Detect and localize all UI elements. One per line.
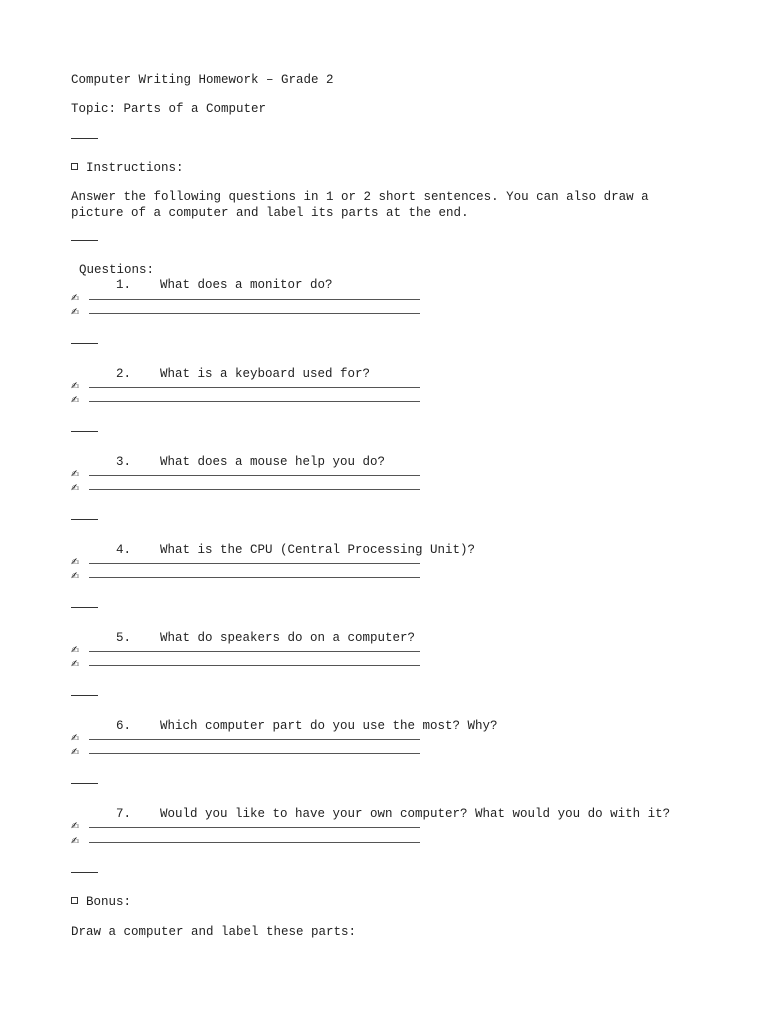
bonus-text: Draw a computer and label these parts: bbox=[71, 925, 357, 939]
answer-line[interactable] bbox=[89, 665, 420, 666]
answer-line[interactable] bbox=[89, 313, 420, 314]
separator bbox=[71, 138, 98, 139]
answer-row bbox=[71, 469, 431, 483]
answer-line[interactable] bbox=[89, 842, 420, 843]
separator bbox=[71, 607, 98, 608]
question-1 bbox=[116, 277, 333, 293]
question-text: What does a mouse help you do? bbox=[160, 455, 386, 469]
writing-hand-icon: ✍ bbox=[71, 836, 80, 847]
bullet-icon bbox=[71, 163, 78, 170]
question-3 bbox=[116, 454, 385, 470]
separator bbox=[71, 519, 98, 520]
answer-row bbox=[71, 733, 431, 747]
writing-hand-icon: ✍ bbox=[71, 381, 80, 392]
answer-row bbox=[71, 645, 431, 659]
question-number: 7. bbox=[116, 807, 132, 821]
instructions-line-2: picture of a computer and label its parts at the end. bbox=[71, 206, 469, 220]
separator bbox=[71, 240, 98, 241]
answer-line[interactable] bbox=[89, 475, 420, 476]
writing-hand-icon: ✍ bbox=[71, 571, 80, 582]
question-text: Would you like to have your own computer? What would you do with it? bbox=[160, 807, 671, 821]
question-5 bbox=[116, 630, 415, 646]
question-text: What does a monitor do? bbox=[160, 278, 333, 292]
writing-hand-icon: ✍ bbox=[71, 293, 80, 304]
answer-row bbox=[71, 395, 431, 409]
answer-line[interactable] bbox=[89, 753, 420, 754]
writing-hand-icon: ✍ bbox=[71, 733, 80, 744]
answer-line[interactable] bbox=[89, 387, 420, 388]
answer-row bbox=[71, 747, 431, 761]
question-number: 1. bbox=[116, 278, 132, 292]
answer-row bbox=[71, 659, 431, 673]
separator bbox=[71, 431, 98, 432]
answer-row bbox=[71, 557, 431, 571]
question-number: 2. bbox=[116, 367, 132, 381]
answer-row bbox=[71, 293, 431, 307]
answer-row bbox=[71, 483, 431, 497]
answer-line[interactable] bbox=[89, 739, 420, 740]
question-6 bbox=[116, 718, 498, 734]
writing-hand-icon: ✍ bbox=[71, 645, 80, 656]
question-7 bbox=[116, 806, 670, 822]
answer-line[interactable] bbox=[89, 489, 420, 490]
answer-line[interactable] bbox=[89, 401, 420, 402]
writing-hand-icon: ✍ bbox=[71, 557, 80, 568]
question-text: What do speakers do on a computer? bbox=[160, 631, 416, 645]
question-4 bbox=[116, 542, 475, 558]
topic-line: Topic: Parts of a Computer bbox=[71, 102, 267, 116]
question-number: 6. bbox=[116, 719, 132, 733]
bonus-heading-row bbox=[71, 894, 131, 910]
document-title: Computer Writing Homework – Grade 2 bbox=[71, 73, 334, 87]
writing-hand-icon: ✍ bbox=[71, 395, 80, 406]
bullet-icon bbox=[71, 897, 78, 904]
question-number: 5. bbox=[116, 631, 132, 645]
answer-line[interactable] bbox=[89, 299, 420, 300]
answer-row bbox=[71, 836, 431, 850]
separator bbox=[71, 783, 98, 784]
question-text: What is a keyboard used for? bbox=[160, 367, 371, 381]
instructions-line-1: Answer the following questions in 1 or 2 short sentences. You can also draw a bbox=[71, 190, 649, 204]
answer-row bbox=[71, 821, 431, 835]
answer-line[interactable] bbox=[89, 563, 420, 564]
writing-hand-icon: ✍ bbox=[71, 483, 80, 494]
answer-row bbox=[71, 381, 431, 395]
answer-row bbox=[71, 307, 431, 321]
separator bbox=[71, 695, 98, 696]
question-2 bbox=[116, 366, 370, 382]
answer-line[interactable] bbox=[89, 651, 420, 652]
writing-hand-icon: ✍ bbox=[71, 747, 80, 758]
answer-row bbox=[71, 571, 431, 585]
questions-heading: Questions: bbox=[79, 263, 155, 277]
question-number: 3. bbox=[116, 455, 132, 469]
writing-hand-icon: ✍ bbox=[71, 307, 80, 318]
question-number: 4. bbox=[116, 543, 132, 557]
separator bbox=[71, 343, 98, 344]
answer-line[interactable] bbox=[89, 827, 420, 828]
instructions-heading-row bbox=[71, 160, 184, 176]
instructions-heading: Instructions: bbox=[86, 161, 184, 175]
writing-hand-icon: ✍ bbox=[71, 469, 80, 480]
separator bbox=[71, 872, 98, 873]
answer-line[interactable] bbox=[89, 577, 420, 578]
question-text: Which computer part do you use the most? Why? bbox=[160, 719, 498, 733]
writing-hand-icon: ✍ bbox=[71, 821, 80, 832]
question-text: What is the CPU (Central Processing Unit)? bbox=[160, 543, 476, 557]
bonus-heading: Bonus: bbox=[86, 895, 132, 909]
writing-hand-icon: ✍ bbox=[71, 659, 80, 670]
